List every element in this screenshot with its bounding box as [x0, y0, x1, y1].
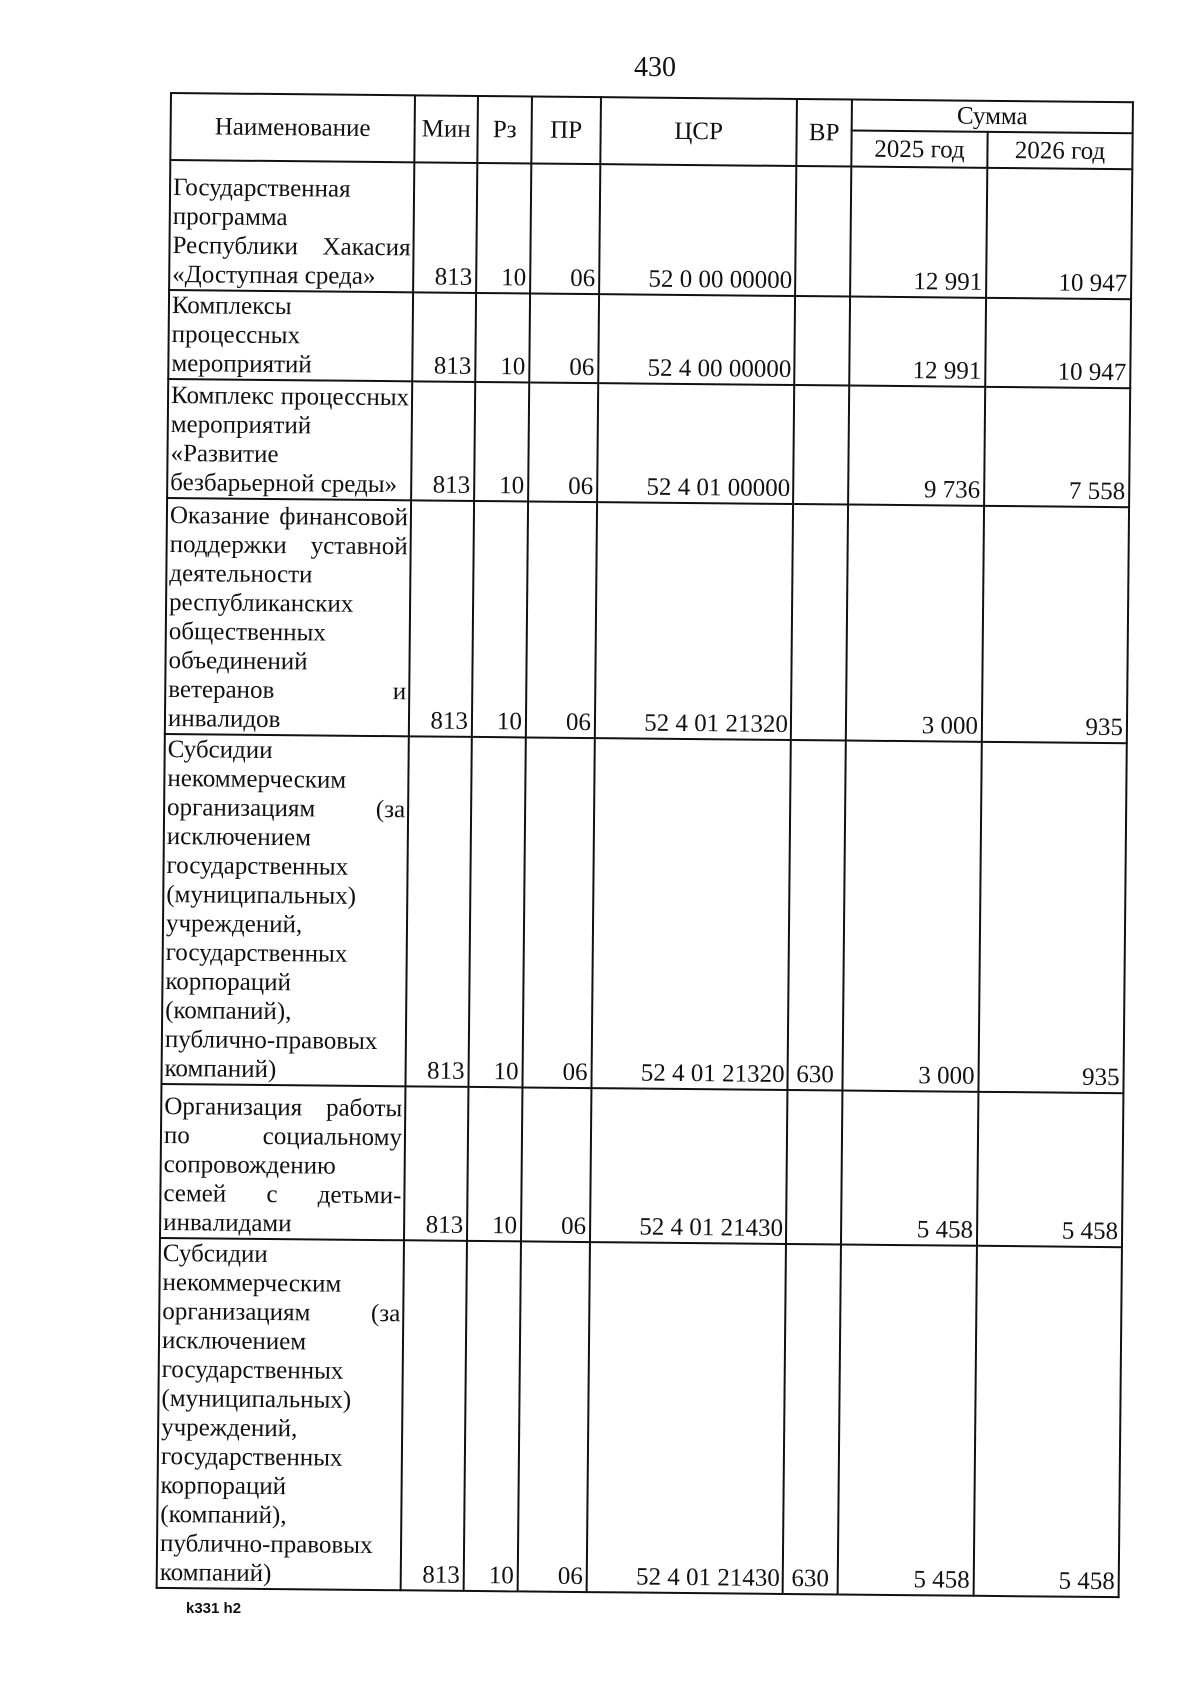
row-2026: 7 558: [984, 387, 1130, 507]
row-min: 813: [401, 1240, 467, 1591]
row-2026: 10 947: [985, 298, 1131, 388]
row-min: 813: [409, 500, 474, 737]
row-rz: 10: [475, 293, 530, 383]
header-min: Мин: [414, 95, 478, 163]
header-name: Наименование: [170, 93, 415, 162]
row-rz: 10: [476, 163, 531, 294]
row-min: 813: [412, 292, 476, 382]
table-row: [161, 734, 1126, 1093]
row-2026: 10 947: [986, 168, 1132, 299]
row-rz: 10: [467, 1087, 522, 1242]
footer-code: k331 h2: [186, 1600, 242, 1617]
row-vr: [791, 504, 848, 741]
row-min: 813: [413, 162, 477, 293]
table-header: [170, 93, 1133, 169]
header-vr: ВР: [796, 99, 852, 167]
row-vr: [795, 166, 851, 297]
row-2025: 9 736: [848, 386, 985, 506]
row-rz: 10: [464, 1241, 521, 1592]
row-2026: 5 458: [977, 1092, 1123, 1247]
row-pr: 06: [522, 737, 594, 1088]
row-2026: 935: [978, 742, 1126, 1093]
row-name: Субсидии некоммерческим организациям (за исключением государственных (муниципальных) учреждений, государственных корпораций (компаний), публично-правовых компаний): [161, 734, 408, 1086]
row-vr: [786, 1090, 842, 1245]
table-row: [167, 379, 1130, 507]
row-vr: [793, 385, 849, 505]
row-2025: 3 000: [842, 741, 981, 1092]
row-name: Оказание финансовой поддержки уставной деятельности республиканских общественных объединений ветеранов и инвалидов: [165, 498, 411, 736]
row-pr: 06: [521, 1087, 591, 1242]
row-csr: 52 4 01 21320: [595, 502, 793, 740]
row-name: Комплекс процессных мероприятий «Развитие безбарьерной среды»: [167, 379, 412, 500]
table-row: [168, 290, 1131, 388]
row-csr: 52 4 01 00000: [597, 383, 794, 504]
header-csr: ЦСР: [600, 97, 797, 166]
header-year-2026: 2026 год: [987, 132, 1132, 169]
row-2025: 5 458: [841, 1091, 978, 1246]
row-2025: 5 458: [838, 1244, 977, 1595]
row-vr: [794, 296, 850, 386]
row-csr: 52 4 00 00000: [598, 294, 795, 385]
header-sum: Сумма: [852, 100, 1133, 134]
row-pr: 06: [529, 293, 599, 383]
row-vr: 630: [783, 1244, 841, 1595]
row-name: Организация работы по социальному сопровождению семей с детьми-инвалидами: [160, 1084, 405, 1240]
row-2025: 3 000: [846, 505, 984, 742]
header-rz: Рз: [477, 96, 532, 164]
row-min: 813: [405, 736, 471, 1087]
budget-table: [156, 92, 1134, 1598]
row-csr: 52 0 00 00000: [599, 164, 796, 296]
row-2025: 12 991: [850, 167, 987, 298]
table-row: [165, 498, 1129, 743]
row-pr: 06: [530, 163, 600, 294]
row-pr: 06: [528, 382, 598, 502]
table-row: [160, 1084, 1123, 1247]
row-csr: 52 4 01 21320: [591, 738, 790, 1090]
row-pr: 06: [526, 501, 597, 738]
table-row: [169, 160, 1132, 299]
row-2025: 12 991: [849, 297, 986, 387]
row-name: Государственная программа Республики Хакасия «Доступная среда»: [169, 160, 414, 292]
row-rz: 10: [468, 737, 525, 1088]
page-number: 430: [634, 52, 676, 83]
row-rz: 10: [474, 382, 529, 502]
row-rz: 10: [472, 501, 528, 738]
row-name: Комплексы процессных мероприятий: [168, 290, 413, 381]
row-csr: 52 4 01 21430: [587, 1242, 786, 1594]
row-name: Субсидии некоммерческим организациям (за исключением государственных (муниципальных) учреждений, государственных корпораций (компаний), публично-правовых компаний): [157, 1238, 404, 1590]
row-min: 813: [404, 1086, 468, 1241]
row-pr: 06: [518, 1241, 590, 1592]
row-min: 813: [411, 381, 475, 501]
row-2026: 5 458: [974, 1246, 1122, 1597]
row-vr: 630: [787, 740, 845, 1091]
header-year-2025: 2025 год: [851, 131, 987, 168]
row-2026: 935: [982, 506, 1129, 743]
table-body: [157, 160, 1133, 1597]
header-pr: ПР: [531, 96, 601, 164]
table-row: [157, 1238, 1122, 1597]
row-csr: 52 4 01 21430: [590, 1088, 787, 1244]
